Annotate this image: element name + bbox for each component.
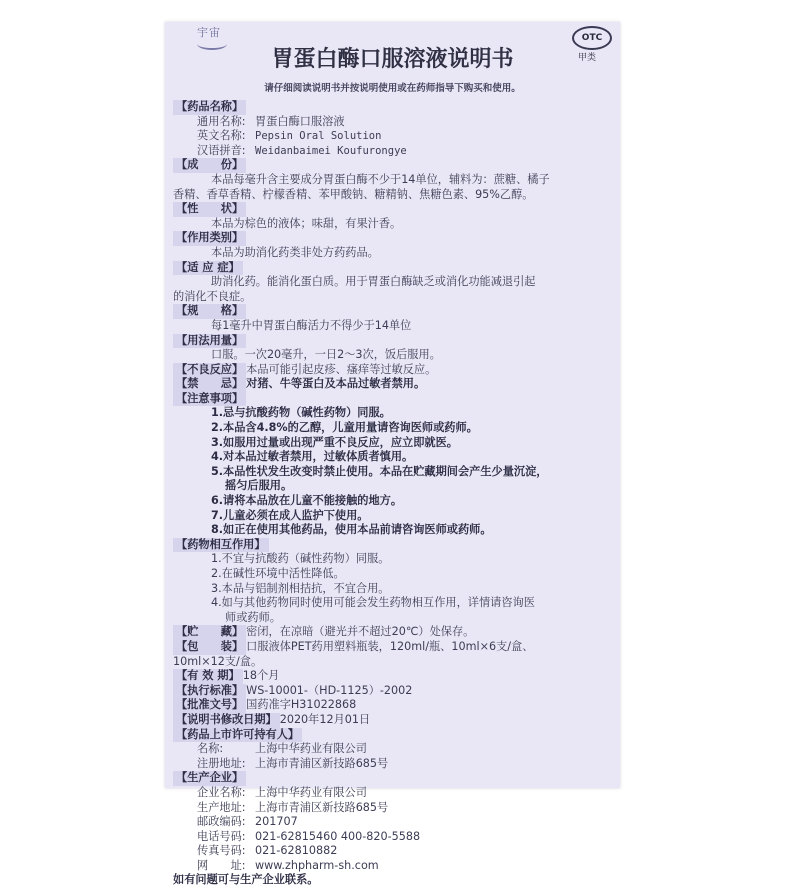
otc-badge: OTC (572, 26, 612, 50)
generic-name-row: 通用名称: 胃蛋白酶口服溶液 (197, 114, 345, 128)
leaflet-body (173, 100, 613, 888)
indications-line-2: 的消化不良症。 (173, 289, 252, 303)
ingredients-line-1: 本品每毫升含主要成分胃蛋白酶不少于14单位，辅料为：蔗糖、橘子 (211, 172, 550, 186)
section-heading-license-holder: 【药品上市许可持有人】 (173, 728, 302, 743)
section-heading-category: 【作用类别】 (173, 231, 246, 246)
category-text: 本品为助消化药类非处方药药品。 (211, 245, 379, 259)
dosage-text: 口服。一次20毫升，一日2～3次，饭后服用。 (211, 348, 441, 362)
section-heading-manufacturer: 【生产企业】 (173, 771, 246, 786)
section-heading-spec: 【规 格】 (173, 304, 246, 319)
section-heading-properties: 【性 状】 (173, 202, 246, 217)
list-item: 3.如服用过量或出现严重不良反应，应立即就医。 (211, 435, 458, 449)
page-subtitle: 请仔细阅读说明书并按说明使用或在药师指导下购买和使用。 (264, 83, 521, 94)
manufacturer-address-row: 生产地址: 上海市青浦区新技路685号 (197, 800, 389, 814)
section-heading-interactions: 【药物相互作用】 (173, 538, 269, 553)
manufacturer-company: 上海中华药业有限公司 (255, 785, 367, 799)
list-item: 4.如与其他药物同时使用可能会发生药物相互作用，详情请咨询医 (211, 596, 535, 610)
manufacturer-web-row: 网 址: www.zhpharm-sh.com (197, 858, 379, 872)
list-item: 5.本品性状发生改变时禁止使用。本品在贮藏期间会产生少量沉淀， (211, 464, 548, 478)
pinyin-name-row: 汉语拼音: Weidanbaimei Koufurongye (197, 143, 407, 157)
manufacturer-postcode: 201707 (255, 815, 298, 829)
list-item: 4.对本品过敏者禁用，过敏体质者慎用。 (211, 450, 414, 464)
license-holder-address-row: 注册地址: 上海市青浦区新技路685号 (197, 756, 389, 770)
list-item: 1.忌与抗酸药物（碱性药物）同服。 (211, 406, 391, 420)
section-heading-precautions: 【注意事项】 (173, 392, 246, 407)
contraindications-text: 对猪、牛等蛋白及本品过敏者禁用。 (246, 377, 426, 391)
section-heading-storage: 【贮 藏】 (173, 625, 246, 640)
section-heading-standard: 【执行标准】 (173, 684, 246, 699)
section-heading-dosage: 【用法用量】 (173, 334, 246, 349)
package-line-1: 口服液体PET药用塑料瓶装，120ml/瓶、10ml×6支/盒、 (246, 639, 534, 653)
adverse-text: 本品可能引起皮疹、瘙痒等过敏反应。 (246, 362, 437, 376)
standard-text: WS-10001-（HD-1125）-2002 (246, 683, 413, 697)
manufacturer-fax: 021-62810882 (255, 844, 338, 858)
license-holder-address: 上海市青浦区新技路685号 (255, 756, 389, 770)
footer-note: 如有问题可与生产企业联系。 (173, 873, 319, 887)
section-heading-validity: 【有 效 期】 (173, 669, 243, 684)
manufacturer-address: 上海市青浦区新技路685号 (255, 800, 389, 814)
list-item: 8.如正在使用其他药品，使用本品前请咨询医师或药师。 (211, 523, 492, 537)
list-item-continuation: 摇匀后服用。 (225, 479, 293, 493)
validity-text: 18个月 (242, 669, 280, 683)
generic-name-value: 胃蛋白酶口服溶液 (255, 114, 345, 128)
manufacturer-website: www.zhpharm-sh.com (255, 858, 379, 872)
precautions-list (173, 406, 613, 537)
otc-class-label: 甲类 (578, 53, 597, 63)
license-holder-name: 上海中华药业有限公司 (255, 742, 367, 756)
manufacturer-phone: 021-62815460 400-820-5588 (255, 829, 421, 843)
section-heading-ingredients: 【成 份】 (173, 158, 246, 173)
list-item: 2.在碱性环境中活性降低。 (211, 567, 345, 580)
leaflet-sheet (165, 22, 620, 887)
section-heading-package: 【包 装】 (173, 640, 246, 655)
list-item: 7.儿童必须在成人监护下使用。 (211, 508, 369, 522)
list-item: 2.本品含4.8%的乙醇，儿童用量请咨询医师或药师。 (211, 421, 478, 435)
spec-text: 每1毫升中胃蛋白酶活力不得少于14单位 (211, 318, 412, 332)
page-title: 胃蛋白酶口服溶液说明书 (271, 47, 514, 72)
english-name-value: Pepsin Oral Solution (255, 130, 382, 143)
section-heading-adverse: 【不良反应】 (173, 363, 246, 378)
list-item-continuation: 师或药师。 (225, 610, 281, 624)
properties-text: 本品为棕色的液体；味甜，有果汁香。 (211, 216, 402, 230)
list-item: 1.不宜与抗酸药（碱性药物）同服。 (211, 552, 390, 566)
section-heading-contraindications: 【禁 忌】 (173, 377, 246, 392)
package-line-2: 10ml×12支/盒。 (173, 654, 263, 668)
ingredients-line-2: 香精、香草香精、柠檬香精、苯甲酸钠、糖精钠、焦糖色素、95%乙醇。 (173, 187, 534, 201)
manufacturer-fax-row: 传真号码: 021-62810882 (197, 844, 338, 858)
interactions-list (173, 552, 613, 625)
manufacturer-postcode-row: 邮政编码: 201707 (197, 815, 298, 829)
list-item: 6.请将本品放在儿童不能接触的地方。 (211, 494, 403, 508)
english-name-row: 英文名称: Pepsin Oral Solution (197, 129, 382, 143)
revision-text: 2020年12月01日 (279, 712, 371, 726)
storage-text: 密闭，在凉暗（避光并不超过20℃）处保存。 (246, 625, 475, 639)
section-heading-approval: 【批准文号】 (173, 698, 246, 713)
pinyin-name-value: Weidanbaimei Koufurongye (255, 144, 407, 157)
manufacturer-phone-row: 电话号码: 021-62815460 400-820-5588 (197, 829, 421, 843)
brand-logo-text: 宇宙 (197, 26, 221, 39)
indications-line-1: 助消化药。能消化蛋白质。用于胃蛋白酶缺乏或消化功能减退引起 (211, 275, 536, 289)
list-item: 3.本品与铝制剂相拮抗，不宜合用。 (211, 581, 390, 595)
section-heading-drug-name: 【药品名称】 (173, 100, 246, 115)
license-holder-name-row: 名称: 上海中华药业有限公司 (197, 742, 367, 756)
approval-text: 国药准字H31022868 (246, 698, 357, 712)
manufacturer-company-row: 企业名称: 上海中华药业有限公司 (197, 785, 367, 799)
section-heading-revision: 【说明书修改日期】 (173, 713, 280, 728)
section-heading-indications: 【适 应 症】 (173, 261, 243, 276)
